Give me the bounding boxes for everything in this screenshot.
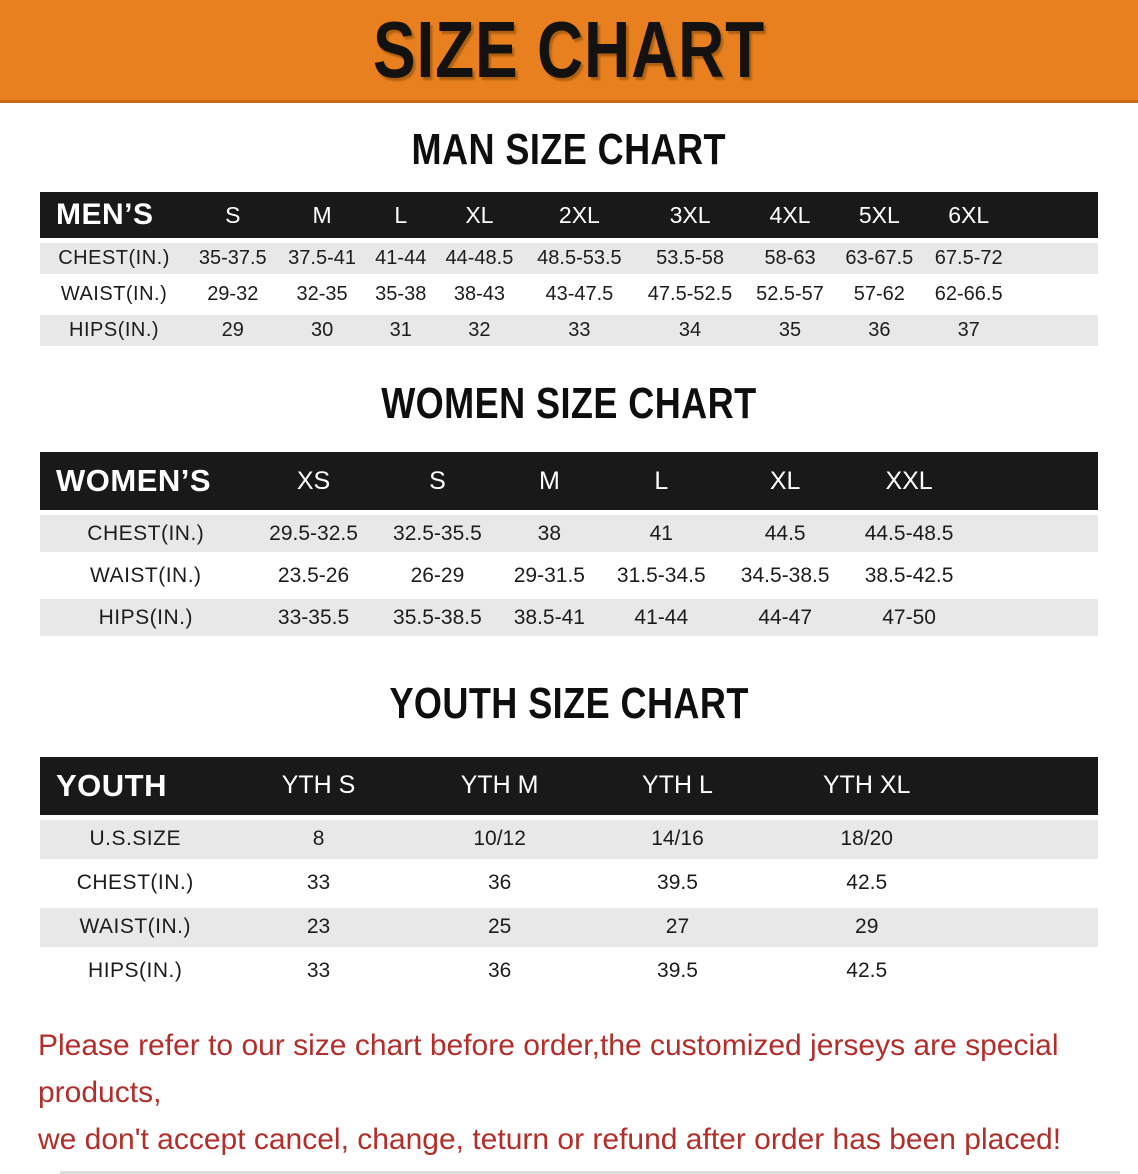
youth-section-heading <box>0 681 1138 727</box>
data-cell: 33 <box>524 315 635 346</box>
table-row <box>40 864 1098 903</box>
data-cell: 52.5-57 <box>745 279 834 310</box>
data-cell: 39.5 <box>593 864 763 903</box>
data-cell: 37.5-41 <box>277 243 366 274</box>
disclaimer-line-1: Please refer to our size chart before order,the customized jerseys are special products, <box>38 1028 1059 1109</box>
men-section-heading <box>0 127 1138 173</box>
page-title: SIZE CHART <box>373 5 765 94</box>
data-cell: 47.5-52.5 <box>635 279 746 310</box>
data-cell: 23 <box>230 908 406 947</box>
row-label-cell: WAIST(IN.) <box>40 557 252 594</box>
bottom-edge-artifact <box>60 1171 1120 1174</box>
data-cell: 36 <box>407 952 593 991</box>
data-cell: 32 <box>435 315 524 346</box>
data-cell: 43-47.5 <box>524 279 635 310</box>
row-filler-cell <box>971 908 1098 947</box>
data-cell: 48.5-53.5 <box>524 243 635 274</box>
data-cell: 33-35.5 <box>252 599 376 636</box>
data-cell: 33 <box>230 952 406 991</box>
data-cell: 67.5-72 <box>924 243 1013 274</box>
table-title-cell: MEN’S <box>40 192 188 238</box>
youth-size-section <box>0 681 1138 995</box>
table-row <box>40 952 1098 991</box>
row-filler-cell <box>1013 279 1098 310</box>
header-filler-cell <box>1013 192 1098 238</box>
row-label-cell: WAIST(IN.) <box>40 908 230 947</box>
data-cell: 31.5-34.5 <box>599 557 723 594</box>
column-header-cell: YTH M <box>407 757 593 815</box>
data-cell: 53.5-58 <box>635 243 746 274</box>
data-cell: 44-48.5 <box>435 243 524 274</box>
data-cell: 38.5-41 <box>499 599 599 636</box>
data-cell: 42.5 <box>762 864 971 903</box>
men-size-table-container <box>40 187 1098 351</box>
data-cell: 27 <box>593 908 763 947</box>
column-header-cell: L <box>599 452 723 510</box>
table-row <box>40 279 1098 310</box>
table-title-cell: YOUTH <box>40 757 230 815</box>
column-header-cell: XXL <box>847 452 971 510</box>
row-label-cell: CHEST(IN.) <box>40 515 252 552</box>
data-cell: 38-43 <box>435 279 524 310</box>
data-cell: 29.5-32.5 <box>252 515 376 552</box>
column-header-cell: 5XL <box>835 192 924 238</box>
row-filler-cell <box>971 820 1098 859</box>
column-header-cell: YTH S <box>230 757 406 815</box>
column-header-cell: S <box>375 452 499 510</box>
data-cell: 35-37.5 <box>188 243 277 274</box>
column-header-cell: 3XL <box>635 192 746 238</box>
data-cell: 33 <box>230 864 406 903</box>
size-table-youth <box>40 752 1098 996</box>
column-header-cell: 2XL <box>524 192 635 238</box>
data-cell: 30 <box>277 315 366 346</box>
women-size-section <box>0 381 1138 641</box>
data-cell: 41-44 <box>599 599 723 636</box>
youth-section-heading-text: YOUTH SIZE CHART <box>389 679 749 729</box>
data-cell: 35 <box>745 315 834 346</box>
data-cell: 36 <box>407 864 593 903</box>
youth-size-table-container <box>40 752 1098 996</box>
column-header-cell: XL <box>435 192 524 238</box>
table-row <box>40 557 1098 594</box>
column-header-cell: XS <box>252 452 376 510</box>
data-cell: 63-67.5 <box>835 243 924 274</box>
data-cell: 23.5-26 <box>252 557 376 594</box>
data-cell: 18/20 <box>762 820 971 859</box>
disclaimer <box>38 1022 1138 1163</box>
column-header-cell: XL <box>723 452 847 510</box>
data-cell: 58-63 <box>745 243 834 274</box>
data-cell: 44.5-48.5 <box>847 515 971 552</box>
disclaimer-line-2: we don't accept cancel, change, teturn or refund after order has been placed! <box>38 1122 1062 1156</box>
table-row <box>40 908 1098 947</box>
table-header-row <box>40 757 1098 815</box>
data-cell: 41 <box>599 515 723 552</box>
table-row <box>40 599 1098 636</box>
data-cell: 41-44 <box>367 243 435 274</box>
header-filler-cell <box>971 757 1098 815</box>
header-filler-cell <box>971 452 1098 510</box>
data-cell: 8 <box>230 820 406 859</box>
row-filler-cell <box>971 599 1098 636</box>
row-label-cell: HIPS(IN.) <box>40 952 230 991</box>
column-header-cell: M <box>499 452 599 510</box>
data-cell: 29-32 <box>188 279 277 310</box>
row-label-cell: CHEST(IN.) <box>40 243 188 274</box>
data-cell: 29 <box>188 315 277 346</box>
row-filler-cell <box>971 952 1098 991</box>
data-cell: 62-66.5 <box>924 279 1013 310</box>
table-row <box>40 820 1098 859</box>
column-header-cell: YTH L <box>593 757 763 815</box>
row-label-cell: HIPS(IN.) <box>40 599 252 636</box>
data-cell: 39.5 <box>593 952 763 991</box>
banner <box>0 0 1138 103</box>
women-section-heading <box>0 381 1138 427</box>
data-cell: 47-50 <box>847 599 971 636</box>
table-row <box>40 515 1098 552</box>
data-cell: 38.5-42.5 <box>847 557 971 594</box>
column-header-cell: L <box>367 192 435 238</box>
data-cell: 44.5 <box>723 515 847 552</box>
row-label-cell: HIPS(IN.) <box>40 315 188 346</box>
table-header-row <box>40 192 1098 238</box>
row-filler-cell <box>971 557 1098 594</box>
data-cell: 31 <box>367 315 435 346</box>
size-table-men <box>40 187 1098 351</box>
data-cell: 14/16 <box>593 820 763 859</box>
women-size-table-container <box>40 447 1098 641</box>
table-row <box>40 243 1098 274</box>
row-filler-cell <box>971 515 1098 552</box>
size-table-women <box>40 447 1098 641</box>
table-row <box>40 315 1098 346</box>
data-cell: 44-47 <box>723 599 847 636</box>
data-cell: 29-31.5 <box>499 557 599 594</box>
data-cell: 32.5-35.5 <box>375 515 499 552</box>
row-filler-cell <box>1013 315 1098 346</box>
data-cell: 42.5 <box>762 952 971 991</box>
column-header-cell: M <box>277 192 366 238</box>
data-cell: 38 <box>499 515 599 552</box>
column-header-cell: YTH XL <box>762 757 971 815</box>
data-cell: 34.5-38.5 <box>723 557 847 594</box>
data-cell: 57-62 <box>835 279 924 310</box>
men-section-heading-text: MAN SIZE CHART <box>411 125 727 174</box>
data-cell: 32-35 <box>277 279 366 310</box>
column-header-cell: 6XL <box>924 192 1013 238</box>
table-header-row <box>40 452 1098 510</box>
row-filler-cell <box>971 864 1098 903</box>
data-cell: 37 <box>924 315 1013 346</box>
men-size-section <box>0 127 1138 351</box>
row-label-cell: U.S.SIZE <box>40 820 230 859</box>
data-cell: 35.5-38.5 <box>375 599 499 636</box>
data-cell: 26-29 <box>375 557 499 594</box>
data-cell: 36 <box>835 315 924 346</box>
data-cell: 35-38 <box>367 279 435 310</box>
table-title-cell: WOMEN’S <box>40 452 252 510</box>
data-cell: 10/12 <box>407 820 593 859</box>
data-cell: 34 <box>635 315 746 346</box>
row-label-cell: WAIST(IN.) <box>40 279 188 310</box>
data-cell: 25 <box>407 908 593 947</box>
women-section-heading-text: WOMEN SIZE CHART <box>381 379 757 429</box>
row-filler-cell <box>1013 243 1098 274</box>
row-label-cell: CHEST(IN.) <box>40 864 230 903</box>
column-header-cell: S <box>188 192 277 238</box>
data-cell: 29 <box>762 908 971 947</box>
column-header-cell: 4XL <box>745 192 834 238</box>
